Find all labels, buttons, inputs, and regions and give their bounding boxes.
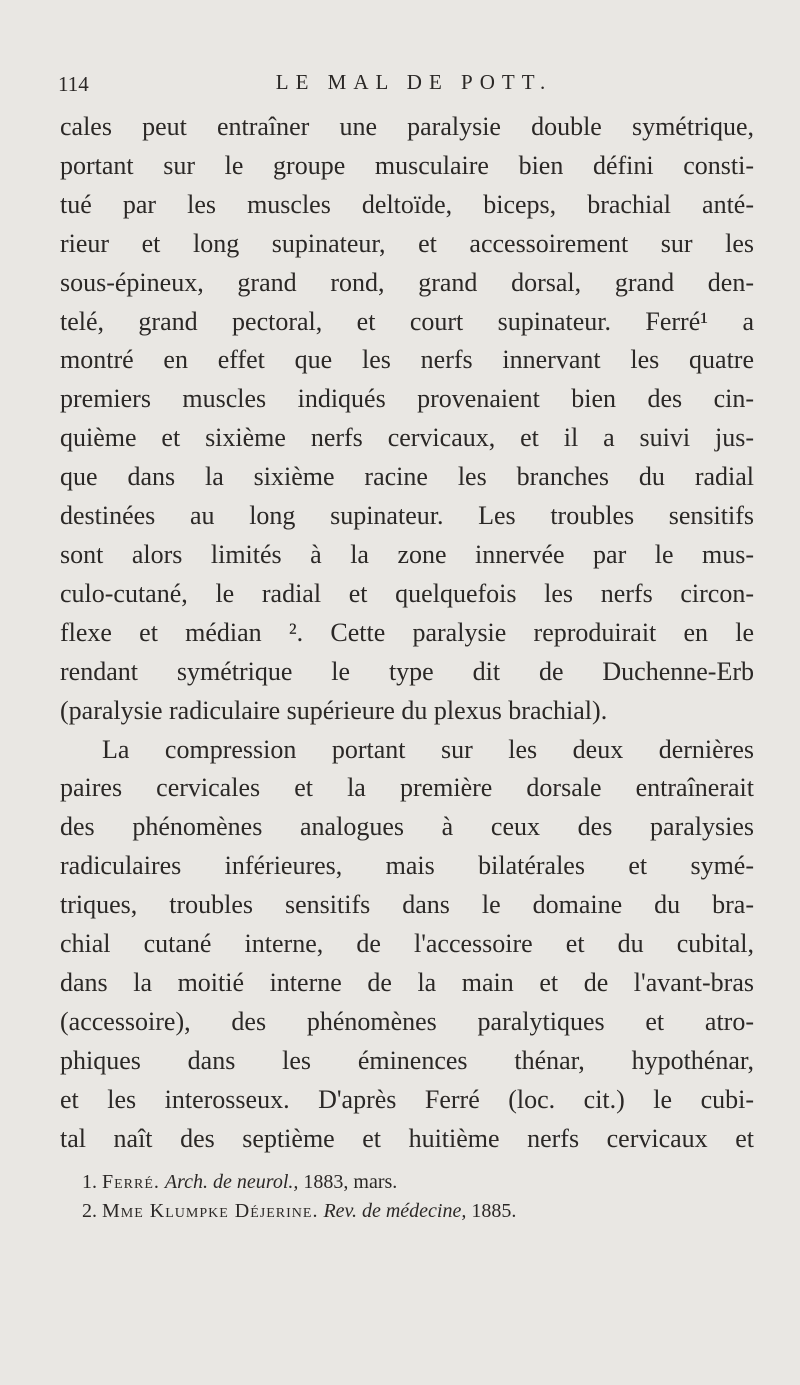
text-line: destinées au long supinateur. Les troubles sensitifs — [60, 501, 754, 531]
text-line: radiculaires inférieures, mais bilatérales et symé- — [60, 851, 754, 881]
text-line: paires cervicales et la première dorsale entraînerait — [60, 773, 754, 803]
text-line: sont alors limités à la zone innervée par le mus- — [60, 539, 754, 569]
footnotes — [60, 1168, 754, 1226]
text-line: phiques dans les éminences thénar, hypothénar, — [60, 1045, 754, 1075]
text-line: cales peut entraîner une paralysie double symétrique, — [60, 112, 754, 141]
text-line: flexe et médian ². Cette paralysie reproduirait en le — [60, 617, 754, 647]
footnote-title: Arch. de neurol., — [164, 1171, 299, 1194]
text-line: portant sur le groupe musculaire bien défini consti- — [60, 150, 754, 180]
footnote-number: 2. — [82, 1200, 97, 1223]
text-line: dans la moitié interne de la main et de l'avant-bras — [60, 967, 754, 997]
text-line: quième et sixième nerfs cervicaux, et il a suivi jus- — [60, 423, 754, 453]
footnote-number: 1. — [82, 1171, 97, 1194]
text-line: culo-cutané, le radial et quelquefois les nerfs circon- — [60, 578, 754, 608]
body-text — [60, 108, 754, 1158]
text-line: premiers muscles indiqués provenaient bien des cin- — [60, 384, 754, 414]
footnote — [82, 1197, 754, 1226]
text-line: triques, troubles sensitifs dans le domaine du bra- — [60, 890, 754, 920]
text-line: (paralysie radiculaire supérieure du plexus brachial). — [60, 695, 608, 725]
text-line: (accessoire), des phénomènes paralytiques et atro- — [60, 1006, 754, 1036]
text-line: tal naît des septième et huitième nerfs cervicaux et — [60, 1123, 754, 1153]
running-title: LE MAL DE POTT. — [275, 70, 553, 94]
footnote-rest: 1885. — [471, 1200, 517, 1223]
footnote-title: Rev. de médecine, — [323, 1200, 467, 1223]
text-line: que dans la sixième racine les branches du radial — [60, 462, 754, 492]
text-line: rendant symétrique le type dit de Duchenne-Erb — [60, 656, 754, 686]
footnote — [82, 1168, 754, 1197]
text-line: montré en effet que les nerfs innervant les quatre — [60, 345, 754, 375]
text-line: telé, grand pectoral, et court supinateur. Ferré¹ a — [60, 306, 754, 336]
page-number: 114 — [58, 72, 89, 96]
footnote-author: Mme Klumpke Déjerine. — [102, 1200, 319, 1223]
text-line: La compression portant sur les deux dernières — [102, 734, 754, 764]
text-line: tué par les muscles deltoïde, biceps, brachial anté- — [60, 189, 754, 219]
footnote-rest: 1883, mars. — [303, 1171, 398, 1194]
text-line: des phénomènes analogues à ceux des paralysies — [60, 812, 754, 842]
text-line: sous-épineux, grand rond, grand dorsal, grand den- — [60, 267, 754, 297]
text-line: rieur et long supinateur, et accessoirement sur les — [60, 228, 754, 258]
text-line: chial cutané interne, de l'accessoire et du cubital, — [60, 929, 754, 959]
footnote-author: Ferré. — [102, 1171, 160, 1194]
text-line: et les interosseux. D'après Ferré (loc. cit.) le cubi- — [60, 1084, 754, 1114]
